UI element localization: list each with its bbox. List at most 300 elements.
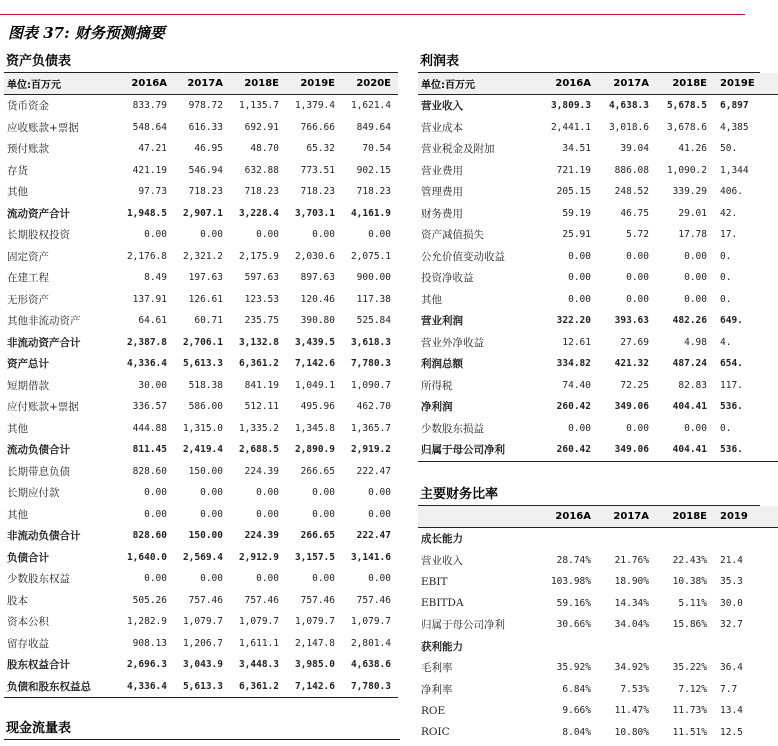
value-cell: 117.38 [356,293,391,305]
value-cell: 5,613.3 [174,676,230,698]
row-label: 流动资产合计 [7,207,70,220]
value-cell: 120.46 [300,293,335,305]
value-cell [598,528,656,550]
value-cell: 849.64 [356,121,391,133]
table-row [4,332,398,354]
row-label: 货币资金 [7,100,49,113]
value-cell: 41.26 [678,143,707,155]
value-cell: 4. [720,336,732,348]
value-cell: 649. [720,315,743,327]
table-row [4,267,398,289]
table-row [418,700,778,722]
value-cell: 0.00 [684,422,707,434]
value-cell: 70.54 [362,143,391,155]
value-cell: 978.72 [188,100,223,112]
value-cell: 2,387.8 [126,336,167,348]
table-row [4,246,398,268]
value-cell: 59.16% [556,597,591,609]
value-cell: 1,135.7 [238,100,279,112]
value-cell: 7,142.6 [286,676,342,698]
value-cell: 6,361.2 [238,358,279,370]
header-cell: 2017A [598,506,656,528]
value-cell: 482.26 [672,315,707,327]
value-cell: 0.00 [144,487,167,499]
value-cell [656,636,714,658]
balance-sheet-title: 资产负债表 [4,52,398,73]
value-cell: 97.73 [138,186,167,198]
value-cell: 4,638.6 [350,659,391,671]
value-cell: 260.42 [540,439,598,461]
table-row [4,289,398,311]
table-row [4,160,398,182]
header-cell: 2018E [230,73,286,95]
table-row [418,439,778,461]
value-cell: 0.00 [568,250,591,262]
value-cell: 1,621.4 [350,100,391,112]
value-cell: 18.90% [614,576,649,588]
value-cell: 0. [720,293,732,305]
table-row [418,593,778,615]
value-cell: 12.5 [720,726,743,738]
value-cell: 8.04% [562,726,591,738]
value-cell: 404.41 [672,401,707,413]
value-cell: 421.32 [614,358,649,370]
table-row [418,95,778,117]
row-label: 股本 [7,594,28,607]
value-cell: 260.42 [556,401,591,413]
value-cell: 7,142.6 [294,358,335,370]
row-label: EBIT [421,575,448,588]
value-cell: 828.60 [132,465,167,477]
value-cell: 336.57 [132,401,167,413]
value-cell: 0.00 [368,487,391,499]
value-cell: 632.88 [244,164,279,176]
value-cell: 406. [720,186,743,198]
row-label: 固定资产 [7,250,49,263]
value-cell: 4.98 [684,336,707,348]
value-cell: 266.65 [300,465,335,477]
value-cell: 3,141.6 [350,551,391,563]
value-cell: 5,613.3 [182,358,223,370]
value-cell: 42. [720,207,738,219]
value-cell: 39.04 [620,143,649,155]
table-row [4,525,398,547]
value-cell: 0.00 [200,573,223,585]
row-label: 净利率 [421,683,453,696]
row-label: 公允价值变动收益 [421,250,505,263]
value-cell: 25.91 [562,229,591,241]
value-cell: 35.22% [672,662,707,674]
balance-sheet-table [4,73,398,698]
value-cell: 46.75 [620,207,649,219]
value-cell: 718.23 [188,186,223,198]
value-cell: 3,439.5 [294,336,335,348]
value-cell: 2,321.2 [182,250,223,262]
value-cell: 65.32 [306,143,335,155]
value-cell [714,528,778,550]
value-cell: 59.19 [562,207,591,219]
ratios-panel [418,485,748,743]
value-cell: 0.00 [684,272,707,284]
header-cell: 单位:百万元 [418,73,540,95]
value-cell: 3,132.8 [238,336,279,348]
row-label: 长期应付款 [7,487,60,500]
table-row [418,679,778,701]
table-row [4,633,398,655]
row-label: 长期带息负债 [7,465,70,478]
value-cell: 46.95 [194,143,223,155]
table-row [418,614,778,636]
value-cell: 1,090.2 [666,164,707,176]
row-label: 资产总计 [7,358,49,371]
value-cell: 2,441.1 [550,121,591,133]
value-cell: 833.79 [132,100,167,112]
row-label: 投资净收益 [421,272,474,285]
value-cell: 0.00 [256,573,279,585]
cash-flow-title: 现金流量表 [4,719,400,740]
value-cell: 34.51 [562,143,591,155]
value-cell: 2,912.9 [238,551,279,563]
value-cell: 3,985.0 [294,659,335,671]
value-cell: 60.71 [194,315,223,327]
value-cell: 1,079.7 [350,616,391,628]
row-label: 少数股东损益 [421,422,484,435]
value-cell: 222.47 [356,465,391,477]
value-cell: 30.66% [556,619,591,631]
table-row [4,138,398,160]
value-cell: 0.00 [368,573,391,585]
table-row [4,117,398,139]
value-cell: 35.3 [720,576,743,588]
row-label: 其他非流动资产 [7,315,81,328]
table-row [4,418,398,440]
value-cell: 766.66 [300,121,335,133]
value-cell: 597.63 [244,272,279,284]
row-label: 其他 [7,508,28,521]
value-cell: 0.00 [200,508,223,520]
value-cell: 1,206.7 [182,637,223,649]
value-cell: 7.53% [620,683,649,695]
value-cell: 205.15 [556,186,591,198]
value-cell: 1,079.7 [238,616,279,628]
row-label: 净利润 [421,401,453,414]
table-header-row [4,73,398,95]
value-cell: 0.00 [256,229,279,241]
value-cell: 27.69 [620,336,649,348]
value-cell: 30.00 [138,379,167,391]
value-cell: 36.4 [720,662,743,674]
value-cell: 21.76% [614,554,649,566]
header-cell: 2018E [656,506,714,528]
value-cell: 2,801.4 [350,637,391,649]
table-row [4,439,398,461]
value-cell: 1,335.2 [238,422,279,434]
value-cell: 518.38 [188,379,223,391]
value-cell [714,636,778,658]
value-cell: 444.88 [132,422,167,434]
value-cell: 5,678.5 [666,100,707,112]
value-cell: 1,379.4 [294,100,335,112]
value-cell: 757.46 [300,594,335,606]
value-cell: 3,448.3 [238,659,279,671]
row-label: 长期股权投资 [7,229,70,242]
header-cell: 2016A [540,506,598,528]
value-cell: 2,706.1 [182,336,223,348]
value-cell: 0.00 [626,422,649,434]
row-label: 其他 [7,422,28,435]
value-cell: 0.00 [568,293,591,305]
row-label: 利润总额 [421,358,463,371]
row-label: 成长能力 [421,533,463,546]
value-cell: 349.06 [614,401,649,413]
value-cell: 525.84 [356,315,391,327]
value-cell: 4,638.3 [608,100,649,112]
row-label: 股东权益合计 [7,659,70,672]
value-cell: 0.00 [312,508,335,520]
row-label: 财务费用 [421,207,463,220]
table-row [418,722,778,744]
value-cell: 266.65 [300,530,335,542]
value-cell: 11.51% [672,726,707,738]
value-cell: 248.52 [614,186,649,198]
income-statement-title: 利润表 [418,52,760,73]
header-cell: 单位:百万元 [4,73,118,95]
table-row [4,654,398,676]
value-cell: 1,365.7 [350,422,391,434]
value-cell: 0. [720,250,732,262]
value-cell: 487.24 [672,358,707,370]
row-label: 其他 [421,293,442,306]
value-cell: 322.20 [556,315,591,327]
row-label: 营业税金及附加 [421,143,495,156]
header-cell: 2019 [714,506,778,528]
value-cell: 908.13 [132,637,167,649]
value-cell: 34.04% [614,619,649,631]
value-cell: 0.00 [684,293,707,305]
value-cell: 3,043.9 [182,659,223,671]
value-cell: 0.00 [568,422,591,434]
value-cell: 72.25 [620,379,649,391]
value-cell: 692.91 [244,121,279,133]
value-cell: 0.00 [368,229,391,241]
table-row [418,246,778,268]
value-cell: 339.29 [672,186,707,198]
value-cell: 718.23 [300,186,335,198]
value-cell: 902.15 [356,164,391,176]
value-cell: 721.19 [556,164,591,176]
value-cell: 3,678.6 [666,121,707,133]
row-label: 所得税 [421,379,453,392]
value-cell: 4,161.9 [350,207,391,219]
table-row [4,95,398,117]
value-cell: 897.63 [300,272,335,284]
table-row [418,571,778,593]
table-row [4,482,398,504]
table-row [418,224,778,246]
value-cell: 2,688.5 [238,444,279,456]
row-label: 少数股东权益 [7,573,70,586]
table-row [4,310,398,332]
value-cell: 1,345.8 [294,422,335,434]
table-row [4,353,398,375]
value-cell: 29.01 [678,207,707,219]
row-label: 获利能力 [421,640,463,653]
value-cell: 757.46 [188,594,223,606]
value-cell: 150.00 [188,530,223,542]
value-cell: 3,228.4 [238,207,279,219]
value-cell: 0.00 [200,487,223,499]
value-cell: 616.33 [188,121,223,133]
value-cell: 150.00 [188,465,223,477]
value-cell: 0.00 [568,272,591,284]
value-cell: 2,147.8 [294,637,335,649]
table-row [4,461,398,483]
value-cell: 841.19 [244,379,279,391]
row-label: 存货 [7,164,28,177]
table-row [4,611,398,633]
table-row [4,568,398,590]
table-row [4,676,398,698]
ratios-title: 主要财务比率 [418,485,760,506]
row-label: 无形资产 [7,293,49,306]
row-label: 营业外净收益 [421,336,484,349]
value-cell: 718.23 [244,186,279,198]
header-cell [418,506,540,528]
value-cell: 6.84% [562,683,591,695]
header-cell: 2016A [118,73,174,95]
row-label: 资产减值损失 [421,229,484,242]
value-cell: 2,696.3 [126,659,167,671]
header-cell: 2018E [656,73,714,95]
value-cell: 2,075.1 [350,250,391,262]
value-cell: 718.23 [356,186,391,198]
value-cell: 32.7 [720,619,743,631]
value-cell: 1,282.9 [126,616,167,628]
value-cell: 8.49 [144,272,167,284]
table-row [4,396,398,418]
value-cell: 421.19 [132,164,167,176]
value-cell: 512.11 [244,401,279,413]
value-cell: 2,907.1 [182,207,223,219]
row-label: 预付账款 [7,143,49,156]
value-cell: 0.00 [144,229,167,241]
value-cell: 35.92% [556,662,591,674]
value-cell: 505.26 [132,594,167,606]
value-cell: 1,079.7 [182,616,223,628]
value-cell: 1,090.7 [350,379,391,391]
table-header-row [418,73,778,95]
value-cell: 2,569.4 [182,551,223,563]
value-cell: 654. [720,358,743,370]
header-cell: 2017A [598,73,656,95]
value-cell: 1,079.7 [294,616,335,628]
ratios-table [418,506,778,743]
row-label: 应付账款+票据 [7,401,79,414]
value-cell: 0.00 [626,250,649,262]
header-cell: 2017A [174,73,230,95]
row-label: 负债合计 [7,551,49,564]
value-cell: 126.61 [188,293,223,305]
table-row [418,181,778,203]
value-cell: 1,344 [720,164,749,176]
value-cell: 0.00 [626,293,649,305]
value-cell: 22.43% [672,554,707,566]
table-row [418,375,778,397]
value-cell: 757.46 [356,594,391,606]
value-cell: 390.80 [300,315,335,327]
value-cell [540,528,598,550]
value-cell: 0.00 [200,229,223,241]
value-cell: 6,897 [720,100,749,112]
value-cell: 222.47 [356,530,391,542]
row-label: 留存收益 [7,637,49,650]
row-label: 营业成本 [421,121,463,134]
row-label: 非流动负债合计 [7,530,81,543]
table-row [4,547,398,569]
value-cell: 1,640.0 [126,551,167,563]
row-label: 毛利率 [421,662,453,675]
value-cell: 1,611.1 [238,637,279,649]
row-label: 归属于母公司净利 [421,619,505,632]
header-cell: 2019E [286,73,342,95]
table-header-row [418,506,778,528]
table-row [418,117,778,139]
value-cell: 2,419.4 [182,444,223,456]
value-cell: 5.11% [678,597,707,609]
value-cell: 404.41 [656,439,714,461]
value-cell: 462.70 [356,401,391,413]
table-row [418,657,778,679]
table-row [418,528,778,550]
value-cell: 21.4 [720,554,743,566]
value-cell: 0.00 [256,487,279,499]
value-cell: 4,385 [720,121,749,133]
row-label: 营业费用 [421,164,463,177]
row-label: ROE [421,704,446,717]
figure-title: 图表 37: 财务预测摘要 [8,24,165,42]
value-cell: 828.60 [132,530,167,542]
value-cell: 0.00 [144,508,167,520]
value-cell: 1,948.5 [126,207,167,219]
value-cell: 17. [720,229,738,241]
value-cell: 10.38% [672,576,707,588]
value-cell [656,528,714,550]
table-row [4,224,398,246]
income-statement-table [418,73,778,462]
value-cell: 0.00 [312,487,335,499]
value-cell: 82.83 [678,379,707,391]
balance-sheet-panel [4,52,398,698]
value-cell: 117. [720,379,743,391]
value-cell [540,636,598,658]
value-cell: 1,315.0 [182,422,223,434]
row-label: 短期借款 [7,379,49,392]
value-cell: 3,157.5 [294,551,335,563]
value-cell: 900.00 [356,272,391,284]
value-cell: 74.40 [562,379,591,391]
value-cell: 7.12% [678,683,707,695]
row-label: 营业收入 [421,554,463,567]
row-label: 资本公积 [7,616,49,629]
value-cell: 2,030.6 [294,250,335,262]
row-label: 营业利润 [421,315,463,328]
table-row [418,636,778,658]
table-row [418,138,778,160]
row-label: 营业收入 [421,100,463,113]
value-cell: 0.00 [684,250,707,262]
value-cell: 5.72 [626,229,649,241]
row-label: 其他 [7,186,28,199]
